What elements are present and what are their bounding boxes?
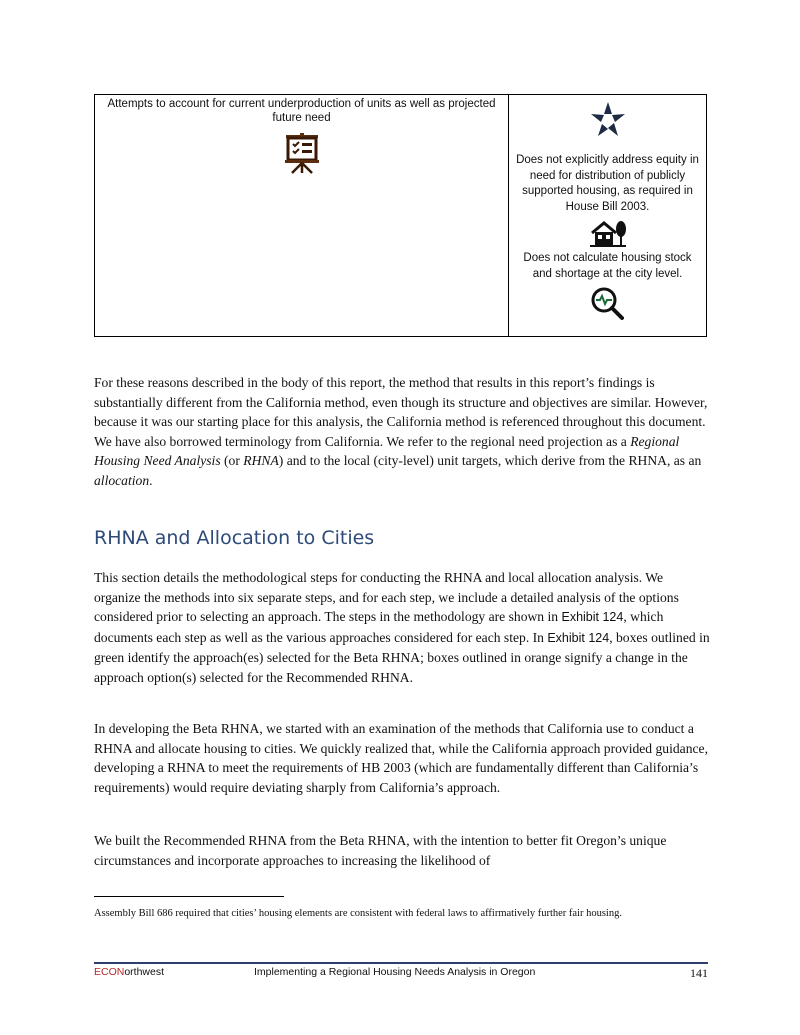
brand-econ: ECON xyxy=(94,966,125,978)
page-number: 141 xyxy=(690,966,708,980)
text-run: ) and to the local (city-level) unit targets, which derive from the RHNA, as an xyxy=(278,453,702,468)
page-footer xyxy=(94,966,708,978)
text-run: , boxes outlined in green identify the approach(es) selected for the Beta RHNA; boxes outlined in orange signify a change in the approach option(s) selected for the Recommended RHNA. xyxy=(94,629,710,685)
weakness-city-level-text: Does not calculate housing stock and shortage at the city level. xyxy=(523,252,692,280)
paragraph-methodology xyxy=(94,568,710,687)
text-run: For these reasons described in the body of this report, the method that results in this report’s findings is substantially different from the California method, even though its structure and objectives are similar. However, because it was our starting place for this analysis, the California method is referenced throughout this document. We have also borrowed terminology from California. We refer to the regional need projection as a xyxy=(94,375,708,449)
footer-title: Implementing a Regional Housing Needs Analysis in Oregon xyxy=(254,966,536,978)
text-run: , which documents each step as well as the various approaches considered for each step. In xyxy=(94,609,664,645)
footer-rule xyxy=(94,962,708,964)
comparison-table xyxy=(94,94,707,337)
term-allocation: allocation xyxy=(94,472,150,488)
paragraph-recommended-rhna: We built the Recommended RHNA from the Beta RHNA, with the intention to better fit Oregon’s unique circumstances and incorporate approaches to increasing the likelihood of xyxy=(94,833,667,868)
magnifier-pulse-icon xyxy=(590,286,626,322)
text-run: This section details the methodological steps for conducting the RHNA and local allocation analysis. We organize the methods into six separate steps, and for each step, we include a detailed analysis of the options considered prior to selecting an approach. The steps in the methodology are shown in xyxy=(94,570,679,624)
footnote: Assembly Bill 686 required that cities’ housing elements are consistent with federal laws to affirmatively further fair housing. xyxy=(94,908,622,919)
weakness-equity-text: Does not explicitly address equity in need for distribution of publicly supported housing, as required in House Bill 2003. xyxy=(516,154,699,213)
table-cell-strength xyxy=(95,95,509,336)
paragraph-beta-rhna: In developing the Beta RHNA, we started with an examination of the methods that California use to conduct a RHNA and allocate housing to cities. We quickly realized that, while the California approach provided guidance, developing a RHNA to meet the requirements of HB 2003 (which are fundamentally different than California’s requirements) would require deviating sharply from California’s approach. xyxy=(94,721,708,795)
footer-brand xyxy=(94,966,164,978)
paragraph-california-method xyxy=(94,373,710,490)
exhibit-reference[interactable]: Exhibit 124 xyxy=(561,610,624,624)
term-rhna: RHNA xyxy=(243,453,279,468)
presentation-checklist-icon xyxy=(282,133,322,175)
text-run: . xyxy=(149,472,153,488)
text-run: (or xyxy=(220,453,244,468)
term-rhna-full: Regional Housing Need Analysis xyxy=(94,433,680,468)
table-cell-weaknesses xyxy=(509,95,706,336)
hands-star-icon xyxy=(588,99,628,139)
section-heading: RHNA and Allocation to Cities xyxy=(94,527,375,549)
brand-rest: orthwest xyxy=(124,966,165,978)
strength-text: Attempts to account for current underproduction of units as well as projected future need xyxy=(107,98,496,124)
exhibit-reference[interactable]: Exhibit 124 xyxy=(547,630,610,645)
footnote-separator xyxy=(94,896,284,897)
house-tree-icon xyxy=(588,219,628,249)
